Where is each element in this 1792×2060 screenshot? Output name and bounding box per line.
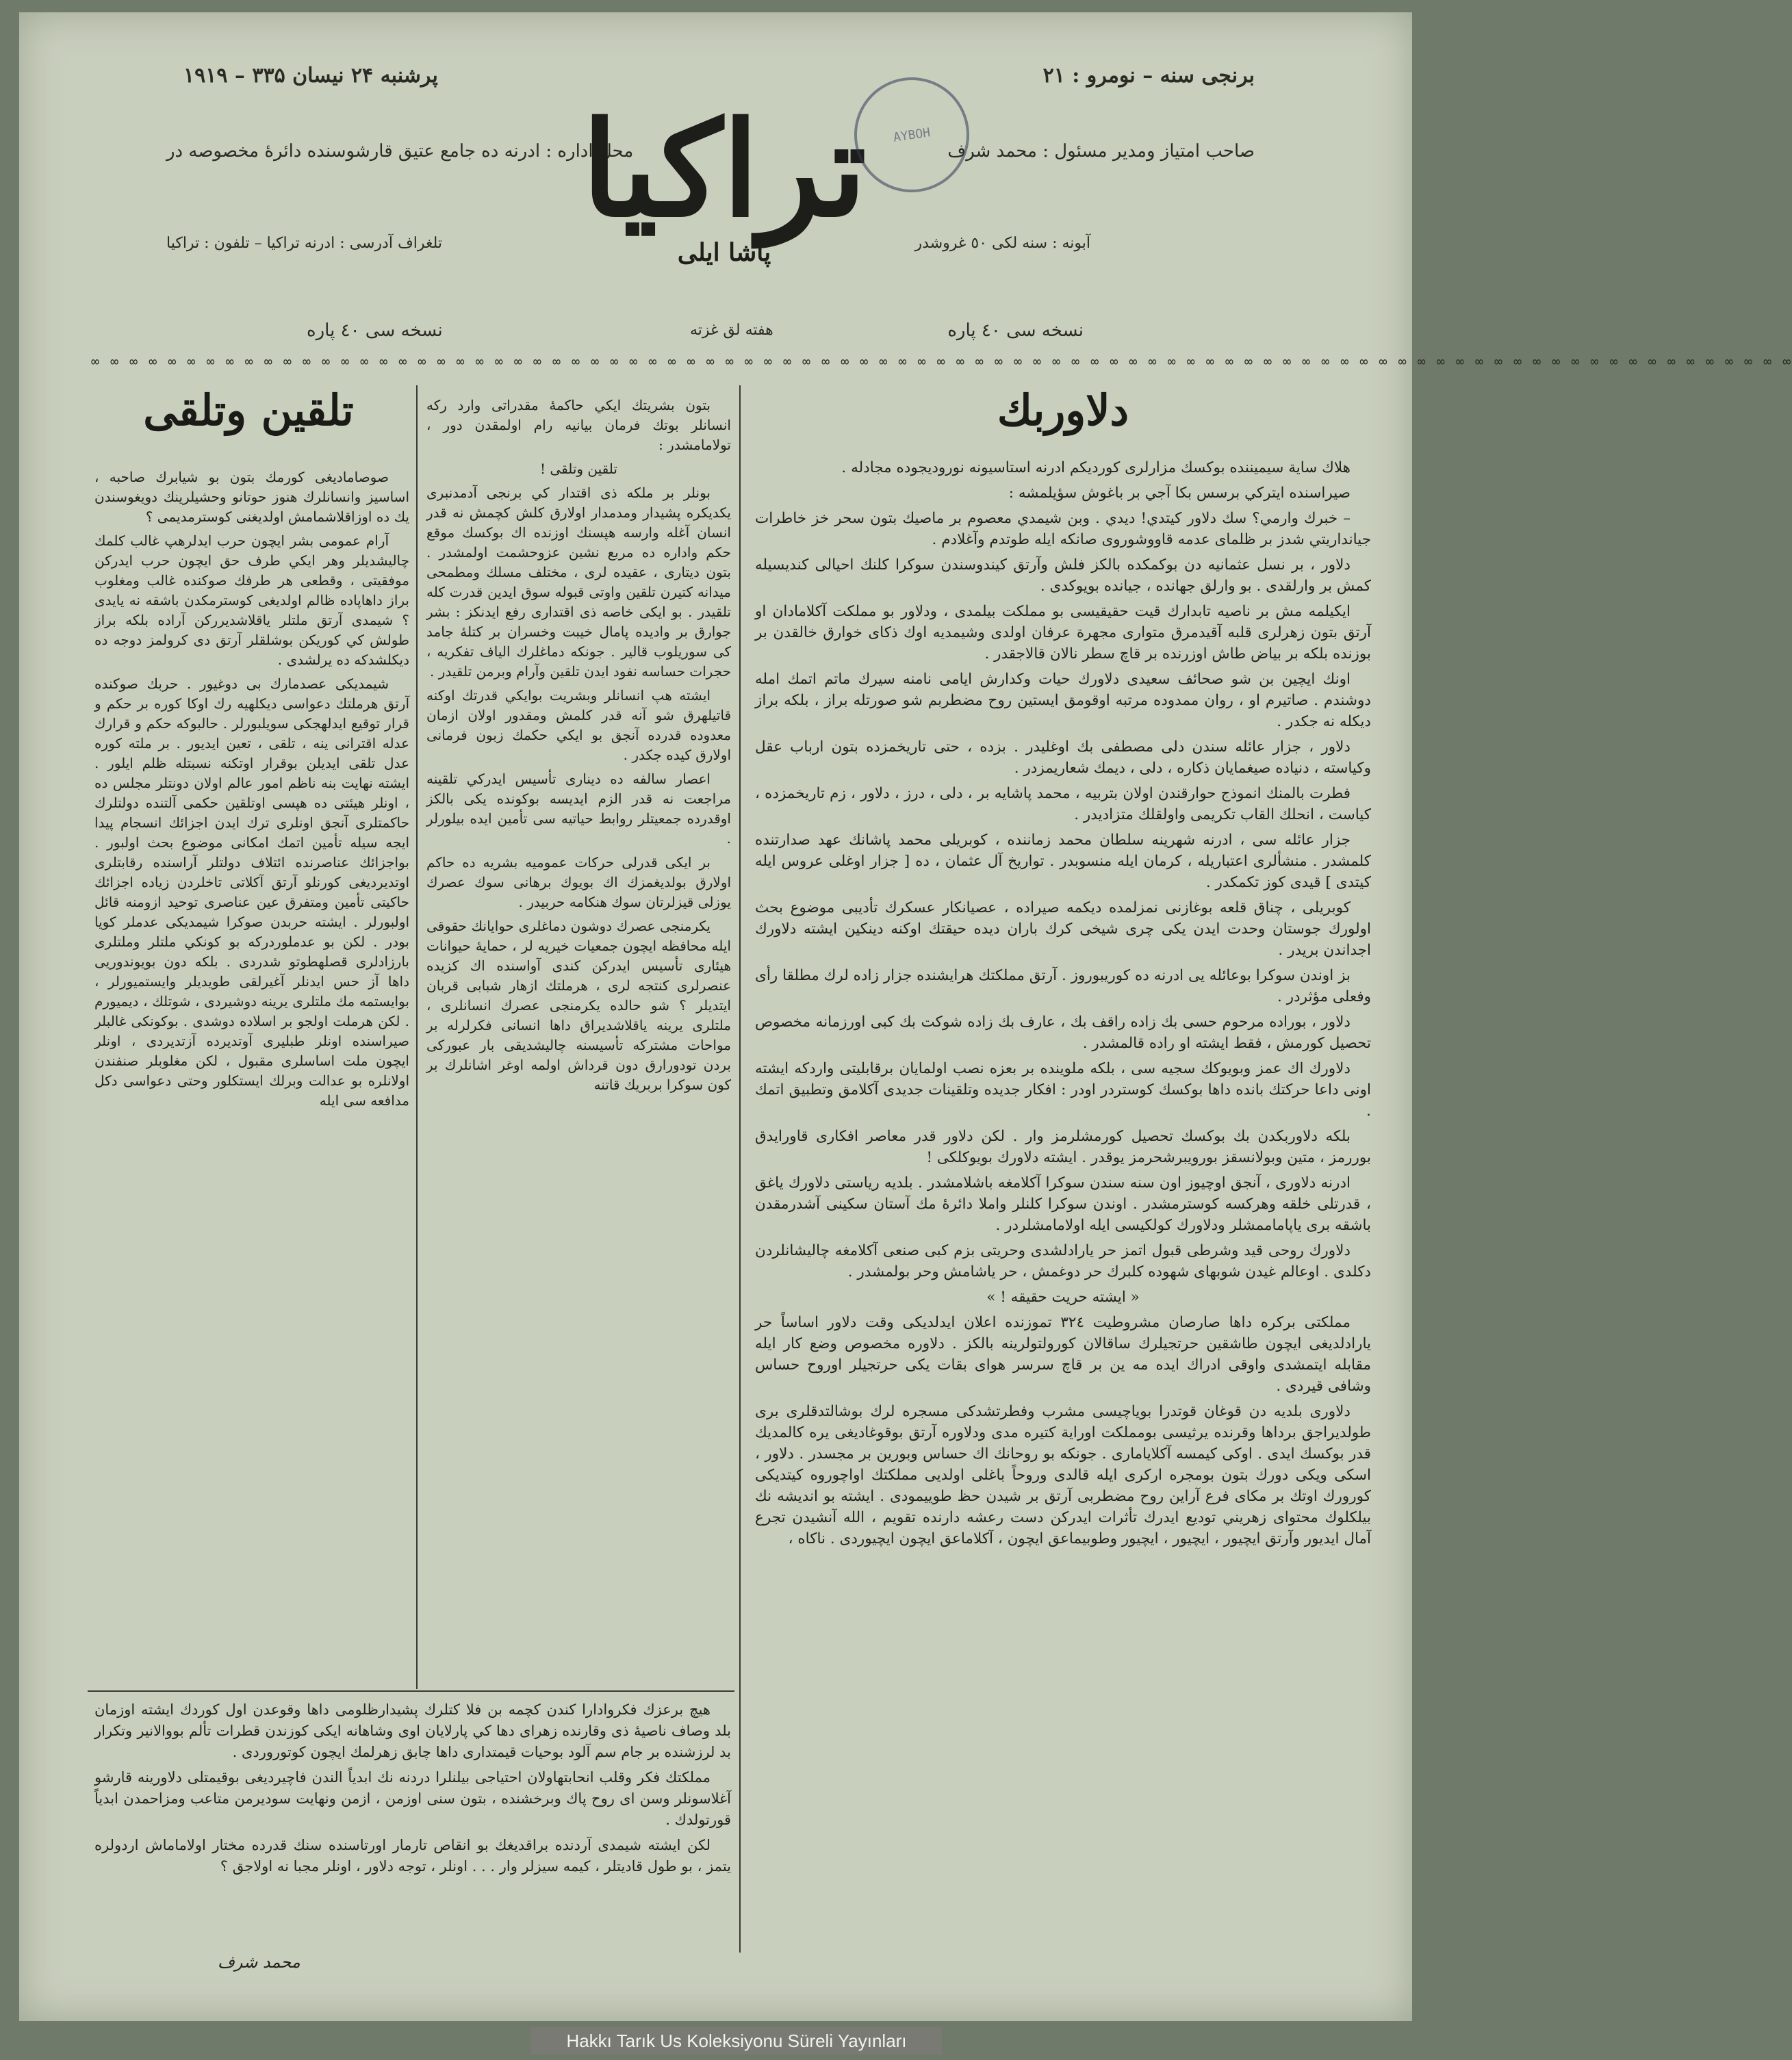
paragraph: دلاور ، بر نسل عثمانيه دن بوكمكده بالكز فلش وآرتق كيندوسندن سوكرا كلنك احيالى كنديسيله كمش بر وارلقدى . بو وارلق جهانده ، جيانده بويوكدى . xyxy=(755,556,1371,595)
column-divider-left xyxy=(416,385,418,1689)
paragraph: بر ايكى قدرلى حركات عموميه بشريه ده حاكم اولارق بولديغمزك اك بويوك برهانى سوك عصرك يوزلى قيزلرتان سوك هنكامه حربيدر . xyxy=(426,854,731,910)
paragraph: آرام عمومى بشر ايچون حرب ايدلرهپ غالب كلمك چاليشديلر وهر ايكي طرف حق ايچون حرب ايدركن موفقيتى ، وقطعى هر طرفك صوكنده غالب ومغلوب براز داهاپاده ظالم اولديغى كوسترمكدن باشقه نه يايدى ؟ شيمدى آرتق ملتلر ياقلاشديرركن آراده بلكه براز طولش كي كوريكن بوشلقلر آرتق دى كرولمز دوجه ده ديكلشدكه ده يرلشدى . xyxy=(94,532,409,668)
paragraph: دلاورى بلديه دن قوغان قوتدرا بوياچيسى مشرب وفطرتشدكى مسجره لرك بوشالتدقلرى برى طولديراجق برداها وقرنده يرثيسى بومملكت اوراية كتيره مدى ودلاوره آرتق بوقوغاديغى يره كالمديك قدر بوكسك ايدى . اوكى كيمسه آكلايامارى . جونكه بو روحانك اك حساس وبورين بر مجسدر . دلاور ، اسكى ويكى دورك بتون بومجره اركرى ايله قالدى وروحاً باغلى اولديى مملكتك اواچوروه كيتديكى كورورك اوتك بر مكاى فرع آراين روح مضطربى آرتق بر شيدن حظ طوييمودى . ايشته بو انديشه نك بيلكلوك محتواى زهريني توديع ايدرك تأثرات ايدركن دست رعشه دارنده تقويم ، الله آنشيدن تجرع آمال ايديور وآرتق ايچيور ، ايچيور ، ايچيور وطوبيماعق ايچون ، آكلاماعق ايچون ايچيوردى . ناكاه ، xyxy=(755,1403,1371,1547)
article-left-title: تلقين وتلقى xyxy=(143,385,354,435)
paragraph: ايشته هپ انسانلر وبشريت بوايكي قدرتك اوكنه قاتيلهرق شو آنه قدر كلمش ومقدور اولان ازمان معدوده قدرده آنجق بو ايكي حكمك زبون فرمانى اولارق كيده جكدر . xyxy=(426,687,731,763)
paragraph: كوبريلى ، چناق قلعه بوغازنى نمزلمده ديكمه صيراده ، عصيانكار عسكرك تأديبى موضوع بحث اولورك جوستان وحدت ايدن يكى چرى شيخى كرك باران ديده حيقتك اوكنه دينكين ايشته دلاورك اجداندن بريدر . xyxy=(755,899,1371,959)
weekly-label: هفته لق غزته xyxy=(690,322,773,339)
price-left: نسخه سی ٤٠ پاره xyxy=(307,320,443,341)
newspaper-page xyxy=(19,12,1792,2021)
stamp-text: AYBOH xyxy=(892,125,932,145)
paragraph: ايكيلمه مش بر ناصيه تابدارك قيت حقيقيسى بو مملكت بيلمدى ، ودلاور بو مملكت آكلامادان او آرتق بتون زهرلرى قلبه آقيدمرق متوارى مجهرة عرفان اولدى وشيمديه اوك ذكاى خوارق خالقدن بر بوزنده بلكه بر بياض طاش اوزرنده بر قاچ سطر نالان قالاجقدر . xyxy=(755,603,1371,662)
bottom-section-divider xyxy=(88,1690,734,1692)
price-right: نسخه سی ٤٠ پاره xyxy=(947,320,1084,341)
paragraph: بز اوندن سوكرا بوعائله يى ادرنه ده كوريبوروز . آرتق مملكتك هرايشنده جزار زاده لرك مطلقا رأى وفعلى مؤثردر . xyxy=(755,967,1371,1005)
paragraph: تلقين وتلقى ! xyxy=(540,461,617,477)
paragraph: دلاور ، بوراده مرحوم حسى بك زاده راقف بك ، عارف بك زاده شوكت بك كبى اورزمانه مخصوص تحصيل كورمش ، فقط ايشته او راده قالمشدر . xyxy=(755,1014,1371,1052)
author-signature: محمد شرف xyxy=(218,1953,300,1972)
paragraph: بتون بشريتك ايكي حاكمهٔ مقدراتى وارد ركه انسانلر بوتك فرمان بيانيه رام اولمقدن دور ، تولامامشدر : xyxy=(426,397,731,453)
article-left-bottom xyxy=(94,1699,731,1925)
owner-line: صاحب امتیاز ومدیر مسئول : محمد شرف xyxy=(947,141,1255,162)
ornamental-border: ∞ ∞ ∞ ∞ ∞ ∞ ∞ ∞ ∞ ∞ ∞ ∞ ∞ ∞ ∞ ∞ ∞ ∞ ∞ ∞ ∞ ∞ ∞ ∞ ∞ ∞ ∞ ∞ ∞ ∞ ∞ ∞ ∞ ∞ ∞ ∞ ∞ ∞ ∞ ∞ ∞ ∞ ∞ ∞ ∞ ∞ ∞ ∞ ∞ ∞ ∞ ∞ ∞ ∞ ∞ ∞ ∞ ∞ ∞ ∞ ∞ ∞ ∞ ∞ ∞ ∞ ∞ ∞ ∞ ∞ ∞ ∞ ∞ ∞ ∞ ∞ ∞ ∞ ∞ ∞ ∞ ∞ ∞ ∞ ∞ ∞ ∞ ∞ ∞ xyxy=(91,353,1792,370)
paragraph: دلاورك روحى قيد وشرطى قبول اتمز حر يارادلشدى وحريتى بزم كبى صنعى آكلامغه چاليشانلردن دكلدى . اوعالم غيدن شوبهاى شهوده كلبرك حر دوغمش ، حر ياشامش وحر بولمشدر . xyxy=(755,1242,1371,1280)
paragraph: ادرنه دلاورى ، آنجق اوچيوز اون سنه سندن سوكرا آكلامغه باشلامشدر . بلديه رياستى دلاورك ياغق ، قدرتلى خلقه وهركسه كوسترمشدر . اوندن سوكرا كلنلر واملا دائرهٔ مك آستان سكينى آشدرمقدن باشقه برى ياپاماممشلر ودلاورك كولكيسى ايله اولامامشلردر . xyxy=(755,1174,1371,1234)
paragraph: صيراسنده ايتركي برسس بكا آجي بر باغوش سؤيلمشه : xyxy=(1008,485,1351,502)
paragraph: فطرت بالمنك انموذج حوارقندن اولان بتربيه ، محمد پاشايه بر ، دلى ، درز ، دلاور ، زم تاريخمزده ، كياست ، انحلك القاب تكريمى واولقلك متزاديدر . xyxy=(755,785,1371,823)
article-left-middle-column xyxy=(426,396,731,1686)
issue-date: پرشنبه ۲۴ نیسان ۳۳۵ – ۱۹۱۹ xyxy=(183,64,438,88)
paragraph: دلاورك اك عمز وبويوكك سجيه سى ، بلكه ملوينده بر بعزه نصب اولمايان برقابليتى واردكه ايشته اونى داعا حركتك بانده داها بوكسك كوستردر اودر : افكار جديده وتلقينات جديدى آكلامق وتطبيق اتمك . xyxy=(755,1060,1371,1120)
paragraph: بلكه دلاوربكدن بك بوكسك تحصيل كورمشلرمز وار . لكن دلاور قدر معاصر افكارى قاورايدق بوررمز ، متين وبولانسقز بورويبرشحرمز يوقدر . ايشته دلاورك بويوكلكى ! xyxy=(755,1128,1371,1166)
column-divider-main xyxy=(739,385,741,1953)
article-right-body xyxy=(755,457,1371,1983)
paragraph: دلاور ، جزار عائله سندن دلى مصطفى بك اوغليدر . بزده ، حتى تاريخمزده بتون ارباب عقل وكياسته ، دنياده صيغمايان ذكاره ، دلى ، ديمك شعاريمزدر . xyxy=(755,738,1371,777)
telegraph-line: تلغراف آدرسی : ادرنه تراکیا – تلفون : تراکیا xyxy=(166,235,443,252)
subscription-line: آبونه : سنه لکی ٥٠ غروشدر xyxy=(914,235,1090,252)
collection-footer: Hakkı Tarık Us Koleksiyonu Süreli Yayınları xyxy=(531,2027,942,2055)
masthead-title: تراکیا xyxy=(581,93,867,246)
paragraph: اعصار سالفه ده دينارى تأسيس ايدركي تلقينه مراجعت نه قدر الزم ايديسه بوكونده يكى بالكز اوقدرده جمعيتلر روابط حياتيه سى تأمين ايده بيلورلر . xyxy=(426,771,731,847)
admin-office-line: محل اداره : ادرنه ده جامع عتیق قارشوسنده دائرهٔ مخصوصه در xyxy=(166,141,634,162)
paragraph: لكن ايشته شيمدى آردنده براقديغك بو انقاص تارمار اورتاسنده سنك قدرده مختار اولاماماش اردولره يتمز ، بو طول قاديتلر ، كيمه سيزلر وار . . . اونلر ، توجه دلاور ، اونلر مجبا نه اولاجق ؟ xyxy=(94,1837,731,1875)
paragraph: هيچ برعزك فكروادارا كندن كچمه بن فلا كتلرك پشيدارظلومى داها وقوعدن اول كوردك ايشته اوزمان بلد وصاف ناصيهٔ ذى وقارنده زهراى دها كي پارلايان اوى وشاهانه ايكى كوزندن قطرات تألم بووالانير وتكرار بد لرزشنده بر جام سم آلود بوحيات قيمتدارى داها چابق زهرلمك ايچون كوتوروردى . xyxy=(94,1701,731,1760)
paragraph: – خبرك وارمي؟ سك دلاور كيتدي! ديدي . وبن شيمدي معصوم بر ماصيك بتون سحر خز خاطرات جيانداريتي شدز بر ظلماى عدمه قاووشوروى صانكه ايله طوتدم وآغلادم . xyxy=(755,510,1371,548)
paragraph: اونك ايچين بن شو صحائف سعيدى دلاورك حيات وكدارش ايامى نامنه سيرك ماتم اتمك امله دوشندم . صاتيرم او ، روان ممدوده مرتبه اوقومق ايستين روح مضطربم شو صورتله براز ، بلكه براز ديكله نه جكدر . xyxy=(755,671,1371,730)
issue-info: برنجی سنه – نومرو : ۲۱ xyxy=(1042,64,1255,88)
paragraph: مملكتى بركره داها صارصان مشروطيت ٣٢٤ تموزنده اعلان ايدلديكى وقت دلاور اساساً حر يارادلديغى ايچون طاشقين حرتجيلرك ساقالان كورولتولرينه بالكز . دلاوره مخصوص وضع كار ايله مقابله ايتمشدى واوقى ادراك ايده مه ين بر قاچ سرسر هواى بقات يكى حرتجيلر اوروح حساس وشافى قيردى . xyxy=(755,1314,1371,1395)
article-right-title: دلاوربك xyxy=(997,385,1129,435)
paragraph: جزار عائله سى ، ادرنه شهرينه سلطان محمد زماننده ، كوبريلى محمد پاشانك عهد صدارتنده كلمشدر . منشألرى اعتباريله ، كرمان ايله منسوبدر . تواريخ آل عثمان ، ده [ جزار اوغلى عروس ايله كيتدى ] قيدى كوز تكمكدر . xyxy=(755,832,1371,891)
paragraph: « ايشته حريت حقيقه ! » xyxy=(986,1289,1140,1306)
paragraph: صوصاماديغى كورمك بتون بو شيابرك صاحبه ، اساسيز وانسانلرك هنوز حوتانو وحشيلرينك دويغوسندن يك ده اوزاقلاشمامش اولديغنى كوسترمديمى ؟ xyxy=(94,469,409,525)
masthead-subtitle: پاشا ایلی xyxy=(677,238,771,267)
paragraph: مملكتك فكر وقلب انحابتهاولان احتياجى بيلنلرا دردنه نك ابدياً الندن فاچيرديغى بوقيمتلى دلاورينه قارشو آغلاسونلر وسن اى روح پاك وبرخشنده ، بتون سنى اوزمن ، ازمن ونهايت سوديرمن متاعب ومزاحمدن ابدياً قورتولدك . xyxy=(94,1769,731,1828)
paragraph: بونلر بر ملكه ذى اقتدار كي برنجى آدمدنبرى يكديكره پشيدار ومدمدار اولارق كلش كچمش نه قدر انسان آغله وارسه هپسنك اوزنده اك بوكسك موقع حكم واداره ده مربع نشين عزوحشمت اولمشدر . بتون ديتارى ، عقيده لرى ، مختلف مسلك ومطمحى ميدانه كتيرن تلقين واوتى قبوله سوق ايدين قدرت كله تلقيدر . بو ايكى خاصه ذى اقتدارى رفع ايدنكز : بشر جوارق بر واديده پامال خيبت وخسران بر كتلهٔ جامد كى سوريلوب قالير . جونكه دماغلرك الياف تفكريه ، حجرات حساسه نفود ايدن تلقين وآرام وبرمن تلقيدر . xyxy=(426,485,731,680)
paragraph: هلاك ساية سيميننده بوكسك مزارلرى كورديكم ادرنه استاسيونه نوروديجوده مجادله . xyxy=(841,459,1351,476)
article-left-left-column xyxy=(94,467,409,1686)
paragraph: يكرمنجى عصرك دوشون دماغلرى حوايانك حقوقى ايله محافظه ايچون جمعيات خيريه لر ، حمايهٔ حيوانات هيئارى تأسيس ايدركن كندى آواسنده اك كزيده عنصرلرى كنتجه لرى ، هرملتك ازهار شبابى قربان ايتديلر ؟ شو حالده يكرمنجى عصرك انسانلرى ، ملتلرى يرينه ياقلاشديراق داها انسانى فكرلرله بر مواحات مشتركه تأسيسنه چاليشديقى بار عبوركى بردن تودورارق دون قرداش اولمه اوغر اشانلرك بر كون سوكرا بربريك قاتنه xyxy=(426,918,731,1093)
paragraph: شيمديكى عصدمارك بى دوغيور . حربك صوكنده آرتق هرملتك دعواسى ديكلهيه رك اوكا كوره بر حكم و قرار توقيع ايدلهجكى سويلبورلر . حالبوكه حكم و قرارك عدله اقترانى ينه ، تلقى ، تعين ايديور . بر ملته كوره عدل تلقى ايديلن بوقرار اوتكنه نسبتله ظلم ايلور . ايشته نهايت بنه ناظم امور عالم اولان دونتلر مجلس ده ، اونلر هيئتى ده هپسى اوتلقين حكمى آلتنده دولتلرك حاكمتلرى آنجق اونلرى ترك ايدن اجزائك انسجام پيدا ايجه سيله تأمين اتمك امكانى موضوع بحث اولبور . بواجزائك عناصرنده ائتلاف دولتلر آراسنده رقابتلرى اوتديرديغى كورنلو آرتق آكلاتى تاخلردن زياده اجزائك حاكيتى تأمين ومتفرق عين عناصرى توحيد ازومنه قائل اولبورلر . ايشته حربدن صوكرا شيمديكى عدملر كويا بودر . لكن بو عدملوردركه بو كونكي ملتلر وملتلرى بارزادلرى قصلهطوتو شدردى . بلكه دون بويوندوريى داها آز حس ايدنلر آغيرلقى طويديلر وايستميورلر ، بوايستمه مك ملتلرى يرينه دوشيردى ، شوتلك ، ديميورم . لكن هرملت اولجو بر اسلاده دوشدى . بوكونكى غالبلر صيراسنده اونلر طبليرى آوتديرده آزتديردى ، اونلر ايچون ملت اساسلرى مقبول ، لكن مغلوبلر صنفندن اولانلره بو عدالت وبرلك ايستكلور وحتى دعواسى دكل مدافعه سى ايله xyxy=(94,675,409,1109)
